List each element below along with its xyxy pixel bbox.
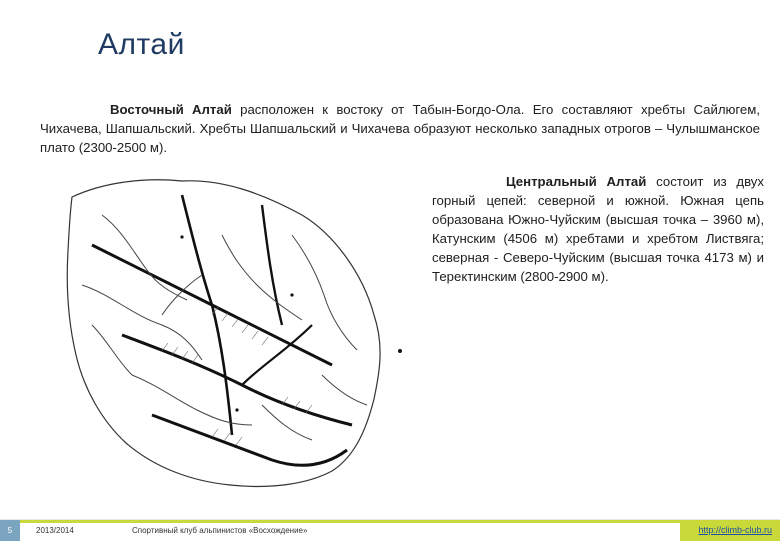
footer — [0, 519, 780, 541]
footer-link[interactable]: http://climb-club.ru — [698, 525, 772, 535]
altai-map-image — [62, 175, 432, 495]
paragraph-east-altai — [40, 100, 760, 157]
east-altai-heading: Восточный Алтай — [110, 102, 232, 117]
central-altai-heading: Центральный Алтай — [506, 174, 647, 189]
paragraph-central-altai — [432, 172, 764, 286]
slide-title: Алтай — [98, 28, 185, 61]
footer-accent-bar — [20, 520, 780, 523]
central-altai-text: состоит из двух горный цепей: северной и южной. Южная цепь образована Южно-Чуйским (высшая точка – 3960 м), Катунским (4506 м) хребтами и хребтом Листвяга; северная - Северо-Чуйским (высшая точка 4173 м) и Теректинским (2800-2900 м). — [432, 174, 764, 284]
footer-date: 2013/2014 — [36, 526, 74, 535]
footer-club-name: Спортивный клуб альпинистов «Восхождение» — [132, 526, 308, 535]
east-altai-text: расположен к востоку от Табын-Богдо-Ола. Его составляют хребты Сайлюгем, Чихачева, Шапшальский. Хребты Шапшальский и Чихачева образуют несколько западных отрогов – Чулышманское плато (2300-2500 м). — [40, 102, 760, 155]
page-number: 5 — [0, 520, 20, 541]
